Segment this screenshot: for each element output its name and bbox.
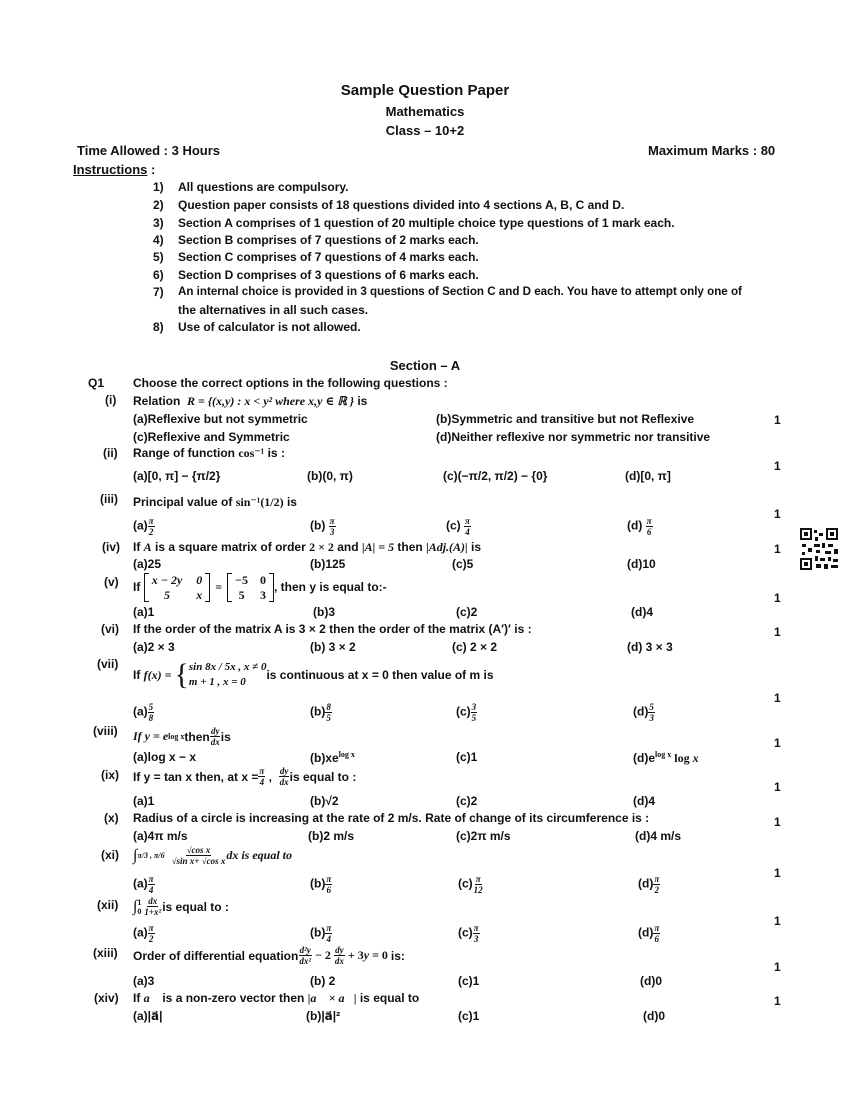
option-c: (c)Reflexive and Symmetric (133, 430, 290, 444)
option-b: (b)Symmetric and transitive but not Reflexive (436, 412, 695, 426)
instruction-text: Section D comprises of 3 questions of 6 marks each. (178, 268, 479, 282)
sub-q-label: (v) (104, 575, 119, 589)
option-a: (a)2 × 3 (133, 640, 175, 654)
maximum-marks: Maximum Marks : 80 (648, 143, 776, 158)
mark: 1 (774, 866, 781, 880)
option-a: (a)1 (133, 794, 155, 808)
option-d: (d)Neither reflexive nor symmetric nor transitive (436, 430, 711, 444)
option-a: (a)log x − x (133, 750, 197, 764)
option-c: (c) 2 × 2 (452, 640, 498, 654)
instruction-text: Use of calculator is not allowed. (178, 320, 361, 334)
mark: 1 (774, 780, 781, 794)
option-d: (d) 3 × 3 (627, 640, 673, 654)
option-d: (d) $\frac{5}{3}$ (633, 702, 654, 723)
instruction-text: Section C comprises of 7 questions of 4 marks each. (178, 250, 479, 264)
instruction-number: 7) (153, 285, 164, 299)
option-a: (a)1 (133, 605, 155, 619)
mark: 1 (774, 542, 781, 556)
matrix-left: x − 2y 0 5 x (144, 573, 211, 602)
instruction-number: 5) (153, 250, 164, 264)
option-c: (c)1 (458, 974, 480, 988)
option-b: (b) 3 × 2 (310, 640, 356, 654)
instruction-text: All questions are compulsory. (178, 180, 349, 194)
instruction-text: Section A comprises of 1 question of 20 multiple choice type questions of 1 mark each. (178, 216, 675, 230)
option-b: $(b)xe^{log x}$ (310, 750, 355, 765)
option-c: (c) $\frac{\pi}{3}$ (458, 923, 479, 944)
option-a: (a)3 (133, 974, 155, 988)
option-d: (d)4 (631, 605, 653, 619)
mark: 1 (774, 914, 781, 928)
option-a: (a)4π m/s (133, 829, 188, 843)
paper-subject: Mathematics (385, 104, 465, 119)
qr-code-icon (800, 528, 838, 570)
instruction-text-cont: the alternatives in all such cases. (178, 303, 369, 317)
option-c: (c)5 (452, 557, 474, 571)
sub-q-label: (i) (105, 393, 117, 407)
mark: 1 (774, 960, 781, 974)
mark: 1 (774, 736, 781, 750)
option-c: (c) $\frac{\pi}{12}$ (458, 874, 483, 895)
question-text: Order of differential equation $\frac{\text{d²y}}{\text{dx²}}$ − 2 $\frac{dy}{dx}$ + 3 y = 0 is: (133, 945, 405, 966)
option-a: (a)25 (133, 557, 162, 571)
option-b: (b) $\frac{8}{5}$ (310, 702, 331, 723)
question-text: If A is a square matrix of order 2 × 2 and |A| = 5 then |Adj.(A)| is (133, 540, 482, 554)
paper-class: Class – 10+2 (385, 123, 465, 138)
option-b: (b)√2 (310, 794, 339, 808)
option-c: (c)2 (456, 794, 478, 808)
sub-q-label: (iv) (102, 540, 120, 554)
question-text: If y = e log x then $\frac{dy}{dx}$ is (133, 726, 231, 747)
instruction-number: 1) (153, 180, 164, 194)
option-c: (c) $\frac{3}{5}$ (456, 702, 477, 723)
option-b: (b)(0, π) (307, 469, 353, 483)
option-b: (b) 2 (310, 974, 336, 988)
option-b: (b)3 (313, 605, 335, 619)
option-d: (d)0 (643, 1009, 665, 1023)
option-a: (a) $\frac{\pi}{2}$ (133, 923, 154, 944)
sub-q-label: (xii) (97, 898, 119, 912)
option-d: $(d)e^{log x}$ log x (633, 750, 699, 765)
question-instruction: Choose the correct options in the following questions : (133, 376, 448, 390)
option-d: (d) $\frac{\pi}{2}$ (638, 874, 660, 895)
option-d: (d)[0, π] (625, 469, 671, 483)
matrix-right: −5 0 5 3 (227, 573, 274, 602)
option-a: (a)Reflexive but not symmetric (133, 412, 308, 426)
option-d: (d)0 (640, 974, 662, 988)
option-d: (d)4 (633, 794, 655, 808)
sub-q-label: (vi) (101, 622, 119, 636)
instruction-number: 8) (153, 320, 164, 334)
sub-q-label: (xi) (101, 848, 119, 862)
integral-limits: π/3 , π/6 (137, 851, 165, 860)
mark: 1 (774, 413, 781, 427)
piecewise-function: { sin 8x / 5x , x ≠ 0 m + 1 , x = 0 (174, 658, 267, 691)
question-text: If the order of the matrix A is 3 × 2 then the order of the matrix (A′)′ is : (133, 622, 532, 636)
instructions-heading: Instructions : (73, 162, 156, 177)
option-c: (c)2π m/s (456, 829, 511, 843)
question-text: ∫ 1 0 $\frac{dx}{\text{1+x²}}$ is equal to : (133, 896, 229, 917)
question-text: If f(x) = { sin 8x / 5x , x ≠ 0 m + 1 , x = 0 is continuous at x = 0 then value of m is (133, 658, 494, 691)
mark: 1 (774, 507, 781, 521)
option-c: (c)2 (456, 605, 478, 619)
sub-q-label: (xiii) (93, 946, 118, 960)
option-b: (b)|a⃗|² (306, 1009, 341, 1023)
option-d: (d)10 (627, 557, 656, 571)
section-title: Section – A (389, 358, 461, 373)
question-text: ∫ π/3 , π/6 $\frac{\text{√cos x}}{\text{√sin x+ √cos x}}$ dx is equal to (133, 845, 293, 866)
question-text: Radius of a circle is increasing at the rate of 2 m/s. Rate of change of its circumference is : (133, 811, 650, 825)
option-c: (c)1 (456, 750, 478, 764)
option-b: (b)2 m/s (308, 829, 355, 843)
option-d: (d) $\frac{\pi}{6}$ (638, 923, 660, 944)
time-allowed: Time Allowed : 3 Hours (77, 143, 221, 158)
option-c: (c) $\frac{\pi}{4}$ (446, 516, 470, 537)
sub-q-label: (xiv) (94, 991, 119, 1005)
sub-q-label: (x) (104, 811, 119, 825)
mark: 1 (774, 591, 781, 605)
sub-q-label: (vii) (97, 657, 119, 671)
question-text: If a⃗ is a non-zero vector then |a⃗ × a⃗| is equal to (133, 991, 420, 1005)
option-a: (a) $\frac{\pi}{2}$ (133, 516, 154, 537)
instruction-number: 3) (153, 216, 164, 230)
option-a: (a) $\frac{5}{8}$ (133, 702, 154, 723)
option-d: (d) $\frac{\pi}{6}$ (627, 516, 652, 537)
instruction-number: 2) (153, 198, 164, 212)
option-a: (a)[0, π] − {π/2} (133, 469, 221, 483)
mark: 1 (774, 815, 781, 829)
paper-title: Sample Question Paper (340, 82, 510, 99)
question-text: Relation R = {(x,y) : x < y² where x,y ∈ ℝ } is (133, 394, 368, 408)
instruction-number: 4) (153, 233, 164, 247)
integral-limits: 1 0 (137, 897, 142, 916)
option-b: (b) $\frac{\pi}{6}$ (310, 874, 332, 895)
mark: 1 (774, 994, 781, 1008)
sub-q-label: (iii) (100, 492, 118, 506)
mark: 1 (774, 625, 781, 639)
sub-q-label: (ix) (101, 768, 119, 782)
instruction-number: 6) (153, 268, 164, 282)
question-text: Range of function cos⁻¹ is : (133, 446, 285, 460)
question-text: If y = tan x then, at x = $\frac{\pi}{4}$ , $\frac{dy}{dx}$ is equal to : (133, 766, 357, 787)
option-b: (b)125 (310, 557, 346, 571)
option-b: (b) $\frac{\pi}{4}$ (310, 923, 332, 944)
sub-q-label: (ii) (103, 446, 118, 460)
question-text: Principal value of sin⁻¹(1/2) is (133, 495, 297, 509)
option-d: (d)4 m/s (635, 829, 682, 843)
option-b: (b) $\frac{\pi}{3}$ (310, 516, 335, 537)
instruction-text: An internal choice is provided in 3 questions of Section C and D each. You have to attempt only one of (178, 285, 742, 298)
instruction-text: Question paper consists of 18 questions divided into 4 sections A, B, C and D. (178, 198, 625, 212)
sub-q-label: (viii) (93, 724, 118, 738)
option-a: (a) $\frac{\pi}{4}$ (133, 874, 154, 895)
option-c: (c)(−π/2, π/2) − {0} (443, 469, 548, 483)
option-c: (c)1 (458, 1009, 480, 1023)
instruction-text: Section B comprises of 7 questions of 2 marks each. (178, 233, 479, 247)
mark: 1 (774, 691, 781, 705)
option-a: (a)|a⃗| (133, 1009, 163, 1023)
question-number: Q1 (88, 376, 105, 390)
mark: 1 (774, 459, 781, 473)
question-text: If x − 2y 0 5 x = −5 0 5 3 , then y is equal to:- (133, 572, 387, 602)
